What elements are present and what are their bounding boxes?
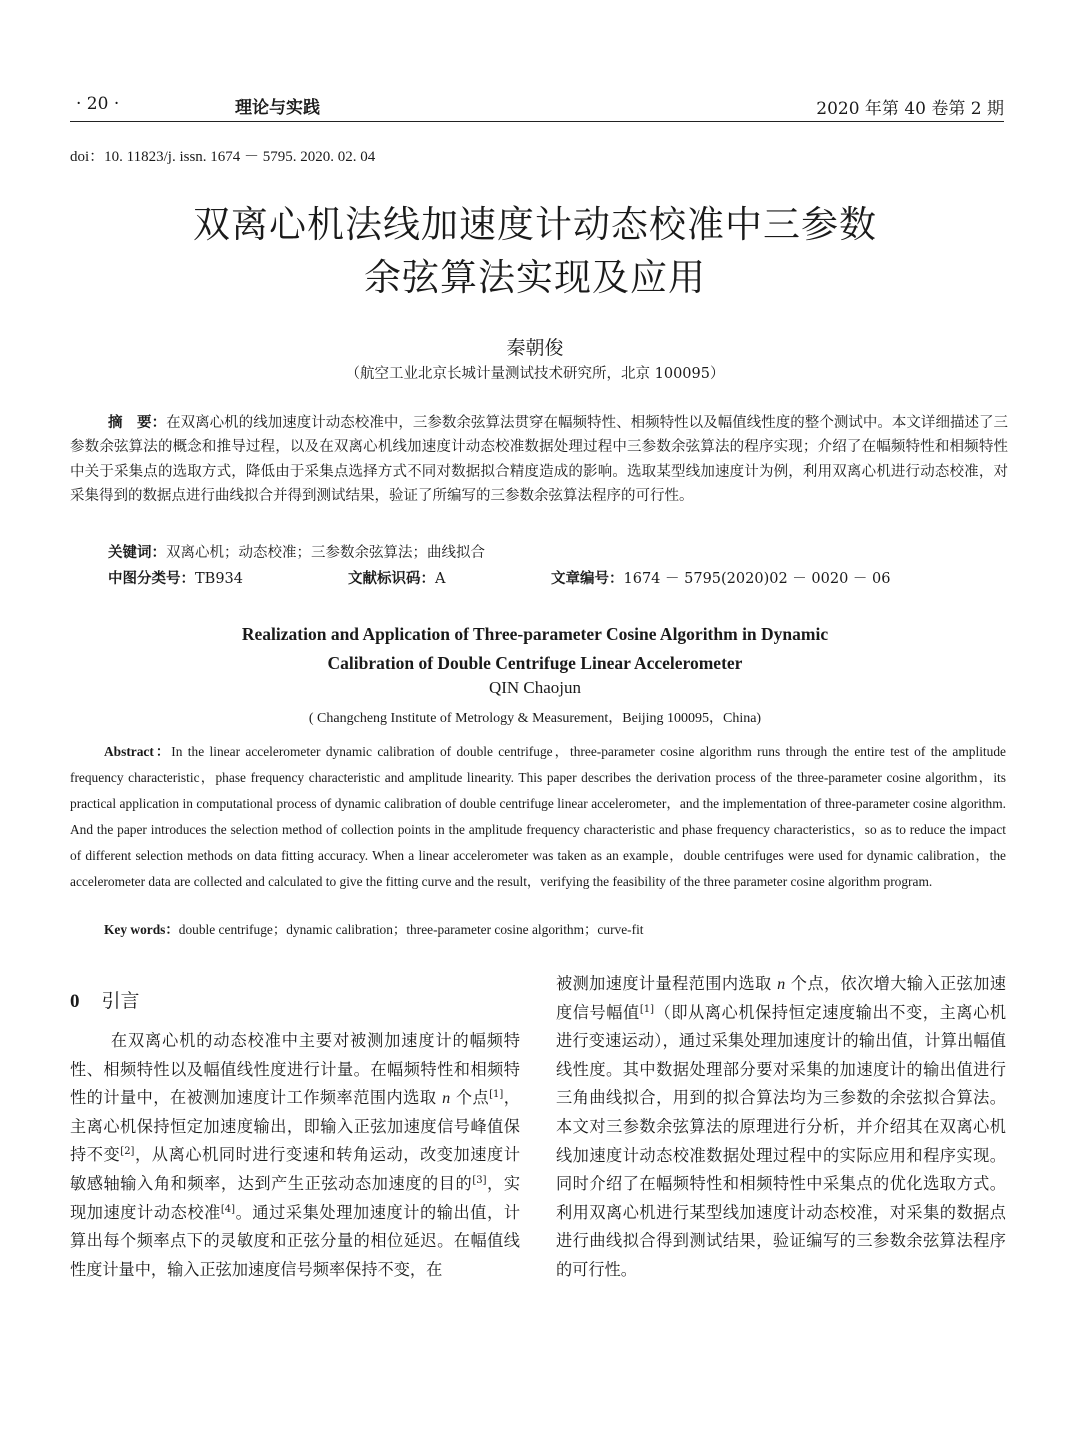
math-variable: n <box>442 1089 451 1108</box>
clc-label: 中图分类号： <box>108 571 195 587</box>
running-header <box>70 92 1004 122</box>
clc-value: TB934 <box>195 571 244 587</box>
citation-ref: [2] <box>120 1146 135 1158</box>
body-text: ，实现加速度计动态校准 <box>70 1173 521 1222</box>
body-text: 在双离心机的动态校准中主要对被测加速度计的幅频特性、相频特性以及幅值线性度进行计量。在幅频特性和相频特性的计量中，在被测加速度计工作频率范围内选取 <box>70 1031 520 1108</box>
body-text: 个点 <box>450 1088 490 1108</box>
citation-ref: [3] <box>472 1174 487 1186</box>
title-english-line-1: Realization and Application of Three-parameter Cosine Algorithm in Dynamic <box>241 624 829 644</box>
abstract-chinese <box>70 411 1008 508</box>
abstract-chinese-label: 摘 要： <box>108 415 167 431</box>
title-english <box>0 620 1070 678</box>
page-number: · 20 · <box>76 94 120 114</box>
journal-issue: 2020 年第 40 卷第 2 期 <box>816 99 1004 119</box>
article-number <box>551 567 890 588</box>
journal-section: 理论与实践 <box>235 98 320 118</box>
body-column-left <box>70 1027 520 1284</box>
body-text: （即从离心机保持恒定速度输出不变，主离心机进行变速运动），通过采集处理加速度计的输出值，计算出幅值线性度。其中数据处理部分要对采集的加速度计的输出值进行三角曲线拟合，用到的拟合算法均为三参数的余弦拟合算法。本文对三参数余弦算法的原理进行分析，并介绍其在双离心机线加速度计动态校准数据处理过程中的实际应用和程序实现。同时介绍了在幅频特性和相频特性中采集点的优化选取方式。利用双离心机进行某型线加速度计动态校准，对采集的数据点进行曲线拟合得到测试结果，验证编写的三参数余弦算法程序的可行性。 <box>556 1002 1007 1279</box>
author-chinese: 秦朝俊 <box>506 337 564 359</box>
abstract-english-text: In the linear accelerometer dynamic calibration of double centrifuge，three-parameter cosine algorithm runs through the entire test of the amplitude frequency characteristic，phase frequency characteristic and amplitude linearity. This paper describes the derivation process of the three-parameter cosine algorithm，its practical application in computational process of dynamic calibration of double centrifuge linear accelerometer，and the implementation of three-parameter cosine algorithm. And the paper introduces the selection method of collection points in the amplitude frequency characteristic and phase frequency characteristics，so as to reduce the impact of different selection methods on data fitting accuracy. When a linear accelerometer was taken as an example，double centrifuges were used for dynamic calibration，the accelerometer data are collected and calculated to give the fitting curve and the result，verifying the feasibility of the three parameter cosine algorithm program. <box>70 744 1006 889</box>
citation-ref: [1] <box>489 1089 504 1101</box>
citation-ref: [1] <box>639 1003 654 1015</box>
keywords-chinese <box>108 541 485 562</box>
article-number-value: 1674 － 5795(2020)02 － 0020 － 06 <box>623 571 891 587</box>
section-title: 引言 <box>101 990 140 1012</box>
title-chinese-line-1: 双离心机法线加速度计动态校准中三参数 <box>193 203 877 246</box>
keywords-chinese-label: 关键词： <box>108 545 166 561</box>
title-chinese-line-2: 余弦算法实现及应用 <box>364 256 706 299</box>
title-chinese <box>0 198 1070 304</box>
keywords-english-text: double centrifuge；dynamic calibration；three-parameter cosine algorithm；curve-fit <box>178 922 644 937</box>
body-text: ，从离心机同时进行变速和转角运动，改变加速度计敏感轴输入角和频率，达到产生正弦动态加速度的目的 <box>70 1145 521 1193</box>
body-column-right <box>556 970 1006 1285</box>
abstract-chinese-text: 在双离心机的线加速度计动态校准中，三参数余弦算法贯穿在幅频特性、相频特性以及幅值线性度的整个测试中。本文详细描述了三参数余弦算法的概念和推导过程，以及在双离心机线加速度计动态校准数据处理过程中三参数余弦算法的程序实现；介绍了在幅频特性和相频特性中关于采集点的选取方式，降低由于采集点选择方式不同对数据拟合精度造成的影响。选取某型线加速度计为例，利用双离心机进行动态校准，对采集得到的数据点进行曲线拟合并得到测试结果，验证了所编写的三参数余弦算法程序的可行性。 <box>70 415 1009 504</box>
keywords-english <box>104 919 644 938</box>
article-number-label: 文章编号： <box>551 571 624 587</box>
title-english-line-2: Calibration of Double Centrifuge Linear Accelerometer <box>327 653 743 673</box>
abstract-english <box>70 739 1006 894</box>
abstract-english-label: Abstract： <box>104 744 172 759</box>
body-text: ，主离心机保持恒定加速度输出，即输入正弦加速度信号峰值保持不变 <box>70 1088 520 1165</box>
body-text: 被测加速度计量程范围内选取 <box>556 974 778 993</box>
document-code <box>348 567 445 588</box>
body-text: 。通过采集处理加速度计的输出值，计算出每个频率点下的灵敏度和正弦分量的相位延迟。在幅值线性度计量中，输入正弦加速度信号频率保持不变，在 <box>70 1202 521 1279</box>
clc-number <box>108 567 243 588</box>
section-heading <box>70 986 140 1013</box>
keywords-english-label: Key words： <box>104 922 179 937</box>
math-variable: n <box>777 975 786 993</box>
document-code-label: 文献标识码： <box>348 571 435 587</box>
document-code-value: A <box>435 571 446 587</box>
doi: doi：10. 11823/j. issn. 1674 － 5795. 2020. 02. 04 <box>70 149 376 165</box>
header-rule <box>70 121 1004 122</box>
affiliation-english: ( Changcheng Institute of Metrology & Measurement，Beijing 100095，China) <box>308 711 762 726</box>
author-english: QIN Chaojun <box>488 678 582 697</box>
citation-ref: [4] <box>220 1203 236 1215</box>
body-text: 个点，依次增大输入正弦加速度信号幅值 <box>556 974 1006 1022</box>
affiliation-chinese: （航空工业北京长城计量测试技术研究所，北京 100095） <box>345 366 725 382</box>
keywords-chinese-text: 双离心机；动态校准；三参数余弦算法；曲线拟合 <box>166 545 485 561</box>
section-number: 0 <box>70 991 80 1012</box>
